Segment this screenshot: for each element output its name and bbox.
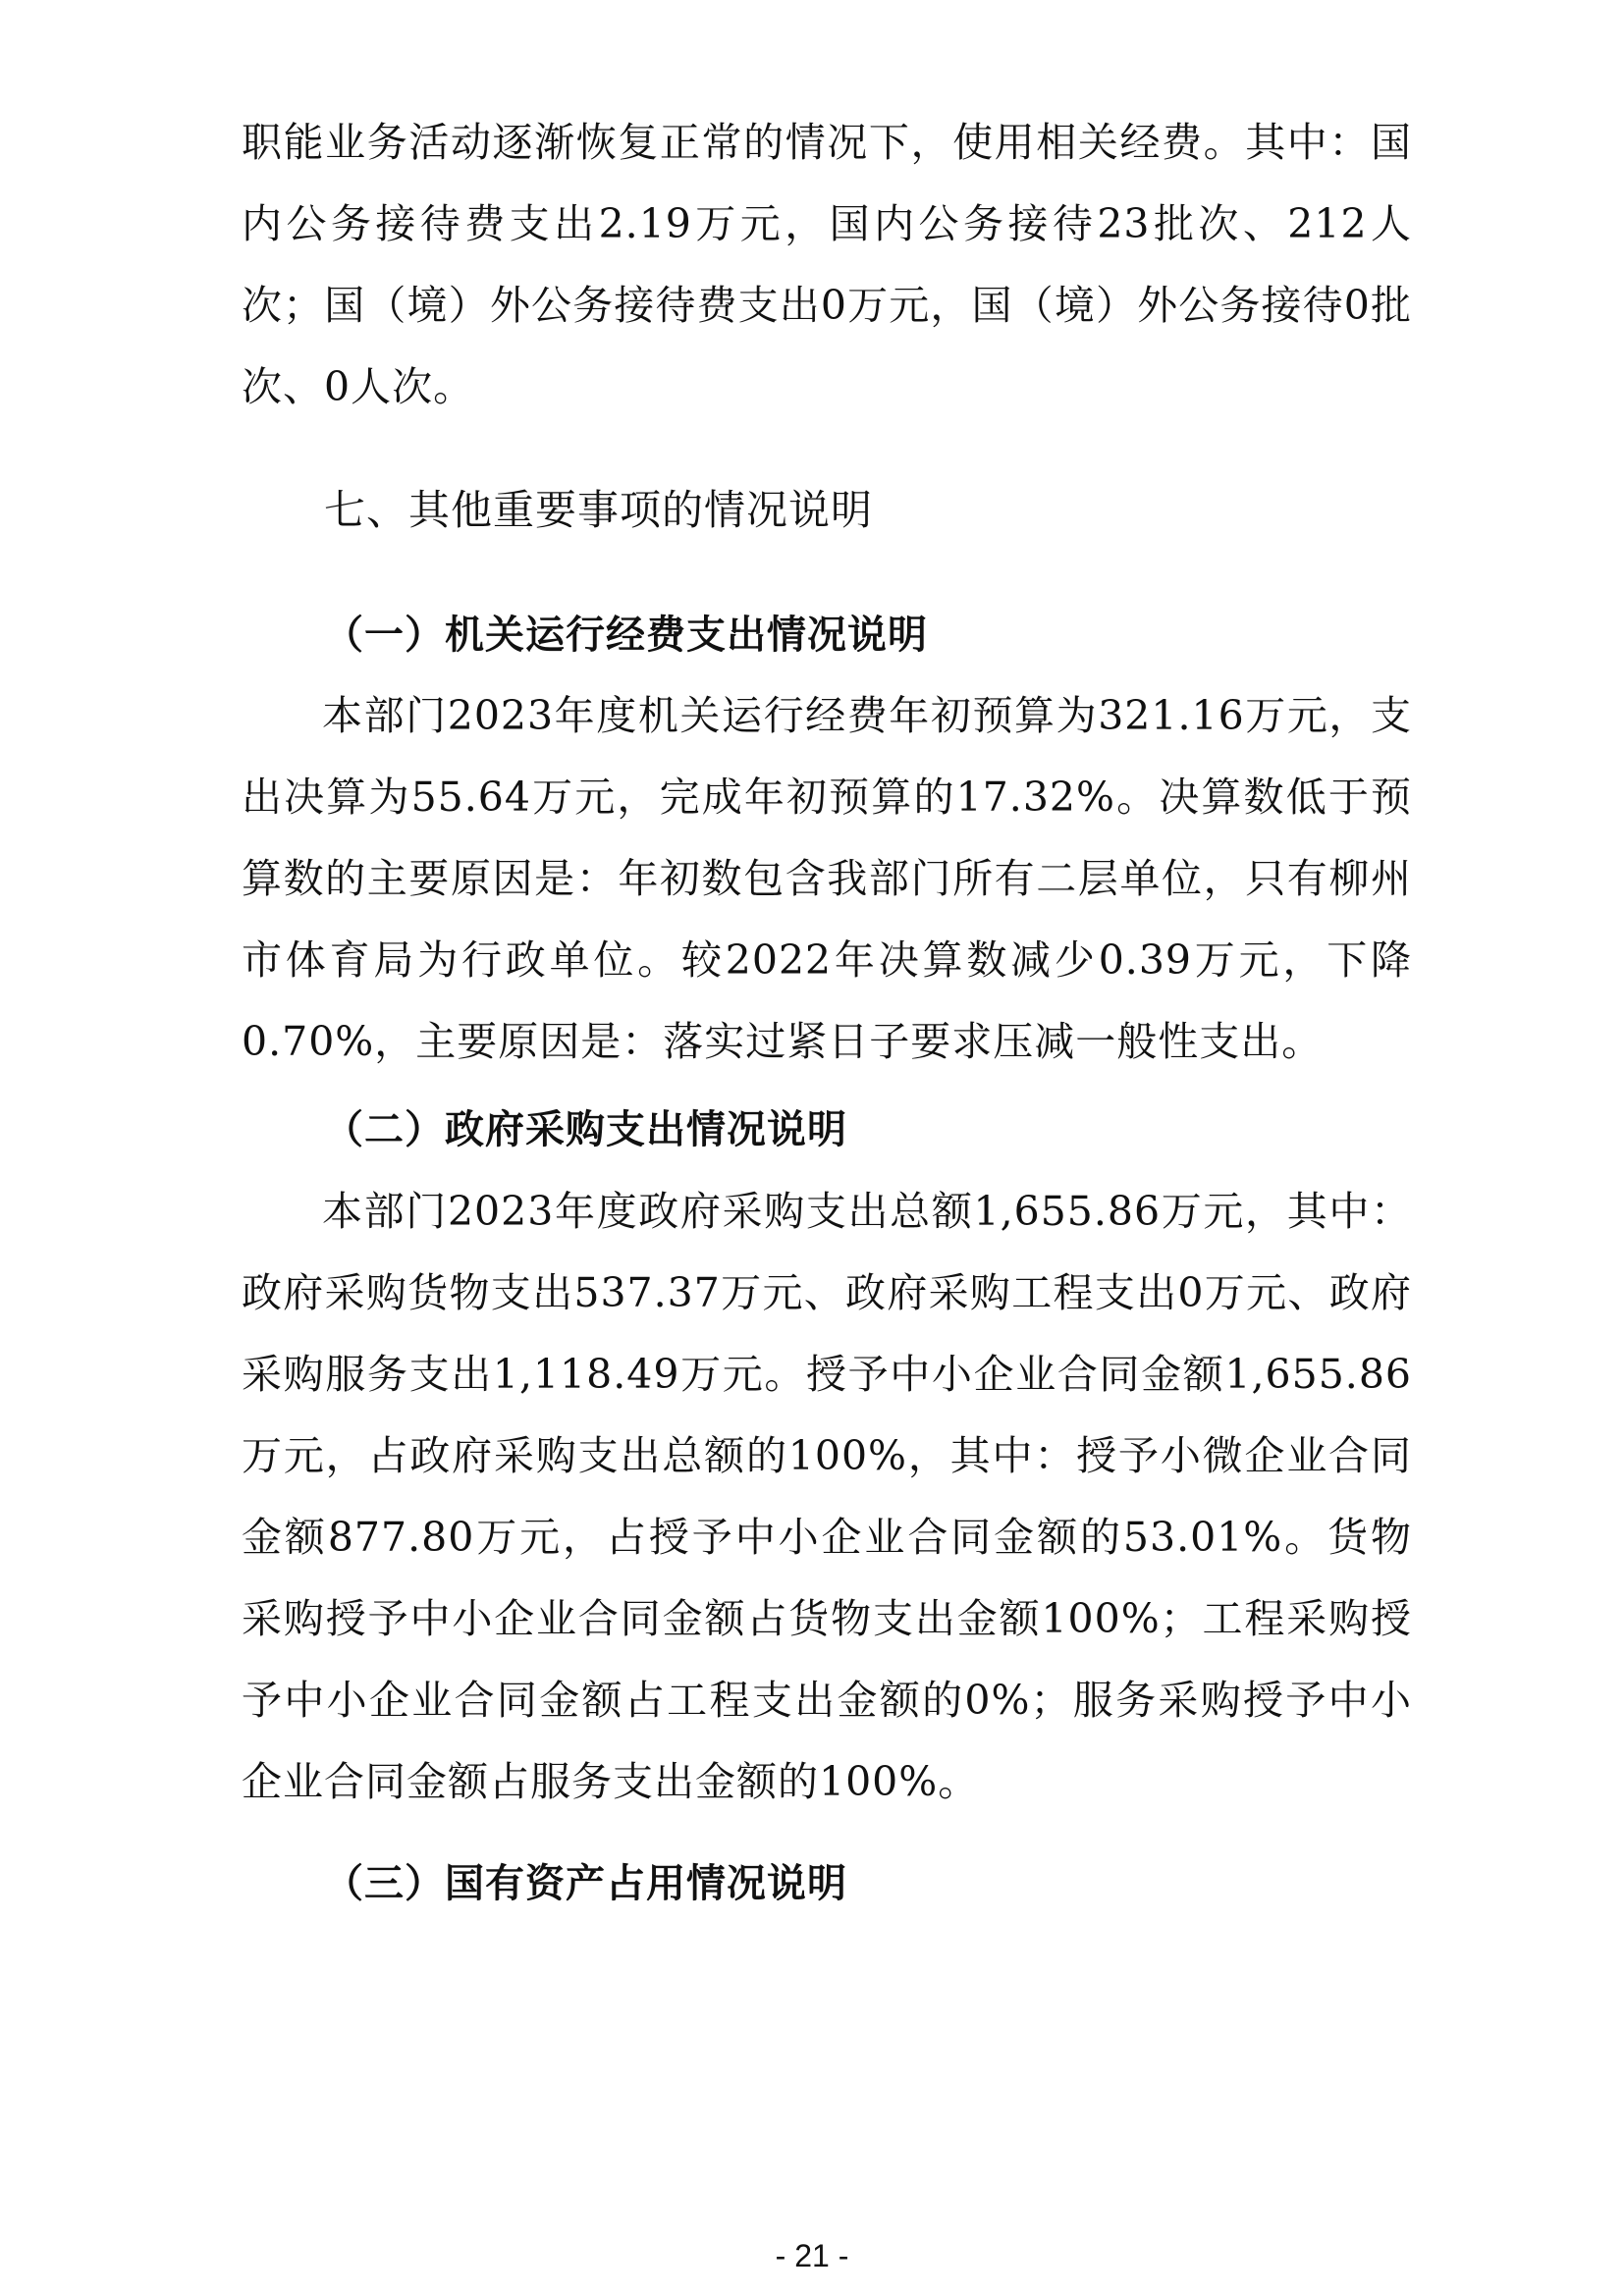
section-title: 七、其他重要事项的情况说明: [324, 486, 874, 534]
page-number: - 21 -: [775, 2238, 849, 2273]
subsection-2-title: （二）政府采购支出情况说明: [324, 1107, 847, 1152]
subsection-1-body: 本部门2023年度机关运行经费年初预算为321.16万元，支出决算为55.64万元，完成年初预算的17.32%。决算数低于预算数的主要原因是：年初数包含我部门所有二层单位，只有柳州市体育局为行政单位。较2022年决算数减少0.39万元，下降0.70%，主要原因是：落实过紧日子要求压减一般性支出。: [242, 692, 1412, 1065]
subsection-3-title: （三）国有资产占用情况说明: [324, 1861, 847, 1906]
subsection-2-body: 本部门2023年度政府采购支出总额1,655.86万元，其中：政府采购货物支出537.37万元、政府采购工程支出0万元、政府采购服务支出1,118.49万元。授予中小企业合同金额1,655.86万元，占政府采购支出总额的100%，其中：授予小微企业合同金额877.80万元，占授予中小企业合同金额的53.01%。货物采购授予中小企业合同金额占货物支出金额100%；工程采购授予中小企业合同金额占工程支出金额的0%；服务采购授予中小企业合同金额占服务支出金额的100%。: [242, 1188, 1412, 1805]
intro-paragraph: 职能业务活动逐渐恢复正常的情况下，使用相关经费。其中：国内公务接待费支出2.19万元，国内公务接待23批次、212人次；国（境）外公务接待费支出0万元，国（境）外公务接待0批次、0人次。: [242, 119, 1412, 410]
subsection-1-title: （一）机关运行经费支出情况说明: [324, 613, 928, 658]
